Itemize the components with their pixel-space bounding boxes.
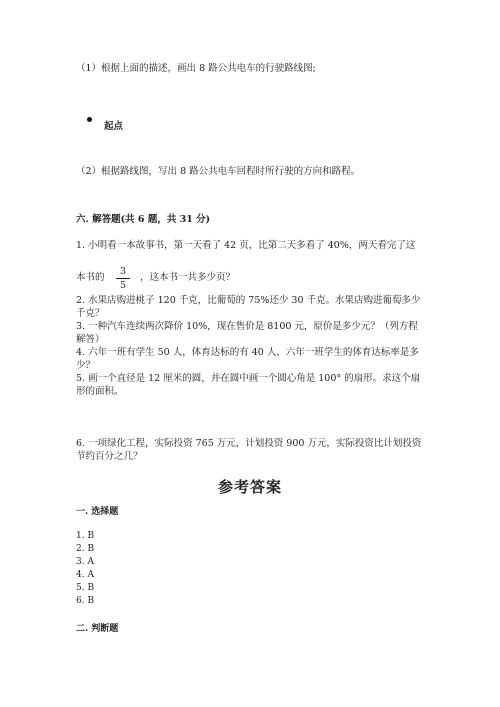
task-2-text: （2）根据路线图，写出 8 路公共电车回程时所行驶的方向和路程。 [76, 166, 361, 177]
task-1-text: （1）根据上面的描述，画出 8 路公共电车的行驶路线图; [76, 63, 316, 74]
answer-item: 1. B [76, 531, 95, 541]
start-point-label: 起点 [104, 121, 124, 132]
question-1-line-1: 1. 小明看一本故事书，第一天看了 42 页，比第二天多看了 40%，两天看完了这 [76, 240, 416, 251]
question-1-line-2-start: 本书的 [76, 272, 105, 283]
section-6-heading: 六. 解答题(共 6 题，共 31 分) [76, 214, 211, 225]
answers-section-1-heading: 一. 选择题 [76, 507, 119, 517]
answer-item: 4. A [76, 570, 94, 580]
question-1-line-2-end: ，这本书一共多少页？ [140, 272, 236, 283]
answers-section-2-heading: 二. 判断题 [76, 624, 119, 634]
answer-item: 3. A [76, 557, 94, 567]
question-3: 3. 一种汽车连续两次降价 10%，现在售价是 8100 元，原价是多少元？（列方程解答） [76, 321, 418, 345]
answer-item: 5. B [76, 583, 95, 593]
fraction-denominator: 5 [119, 280, 127, 291]
question-4: 4. 六年一班有学生 50 人，体育达标的有 40 人，六年一班学生的体育达标率是多少？ [76, 347, 419, 371]
answer-item: 6. B [76, 596, 95, 606]
fraction-bar [116, 278, 130, 279]
answer-item: 2. B [76, 544, 95, 554]
question-1-fraction [116, 266, 130, 291]
answer-key-title: 参考答案 [217, 478, 282, 496]
question-2: 2. 水果店购进桃子 120 千克，比葡萄的 75%还少 30 千克。水果店购进葡萄多少千克？ [76, 295, 421, 319]
question-6: 6. 一项绿化工程，实际投资 765 万元，计划投资 900 万元，实际投资比计划投资节约百分之几？ [76, 438, 422, 462]
question-5: 5. 画一个直径是 12 厘米的圆，并在圆中画一个圆心角是 100° 的扇形。求这个扇形的面积。 [76, 373, 421, 397]
start-point-dot [87, 117, 92, 122]
fraction-numerator: 3 [119, 266, 127, 277]
